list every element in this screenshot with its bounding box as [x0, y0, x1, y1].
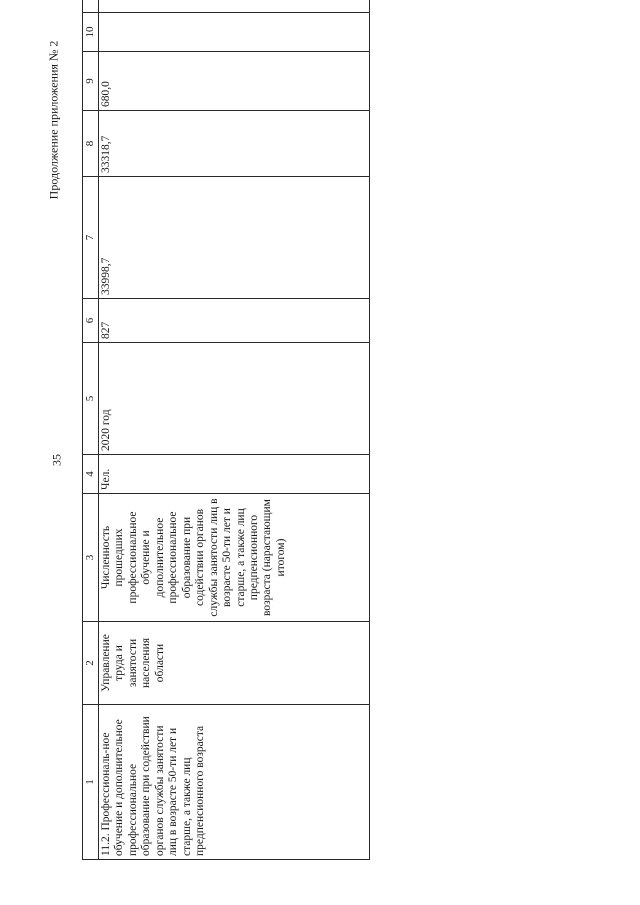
regional-funding-cell: 680,0 — [99, 52, 370, 111]
empty-cell — [99, 13, 370, 52]
data-table — [82, 0, 370, 860]
table-row — [99, 0, 370, 860]
measure-name-cell: 11.2. Профессиональ-ное обучение и дополнительное профессиональное образование при содействии органов службы занятости лиц в возрасте 50-ти лет и старше, а также лиц предпенсионного возраста — [99, 705, 370, 860]
column-number: 6 — [83, 299, 99, 343]
column-number: 5 — [83, 343, 99, 455]
period-cell: 2020 год — [99, 343, 370, 455]
page-number: 35 — [49, 454, 64, 466]
rotated-table-wrapper — [82, 25, 368, 860]
federal-funding-cell: 33318,7 — [99, 111, 370, 177]
column-number — [83, 0, 99, 13]
column-number: 10 — [83, 13, 99, 52]
column-number: 8 — [83, 111, 99, 177]
empty-cell — [99, 0, 370, 13]
column-number: 7 — [83, 177, 99, 299]
column-number-row — [83, 0, 99, 860]
indicator-cell: Численность прошедших профессиональное обучение и дополнительное профессиональное образование при содействии органов службы занятости лиц в возрасте 50-ти лет и старше, а также лиц предпенсионного возраста (нарастающим итогом) — [99, 494, 370, 622]
column-number: 3 — [83, 494, 99, 622]
value-cell: 827 — [99, 299, 370, 343]
column-number: 4 — [83, 455, 99, 494]
column-number: 2 — [83, 622, 99, 705]
column-number: 9 — [83, 52, 99, 111]
total-funding-cell: 33998,7 — [99, 177, 370, 299]
unit-cell: Чел. — [99, 455, 370, 494]
continuation-label: Продолжение приложения № 2 — [46, 40, 61, 200]
responsible-cell: Управление труда и занятости населения области — [99, 622, 370, 705]
column-number: 1 — [83, 705, 99, 860]
